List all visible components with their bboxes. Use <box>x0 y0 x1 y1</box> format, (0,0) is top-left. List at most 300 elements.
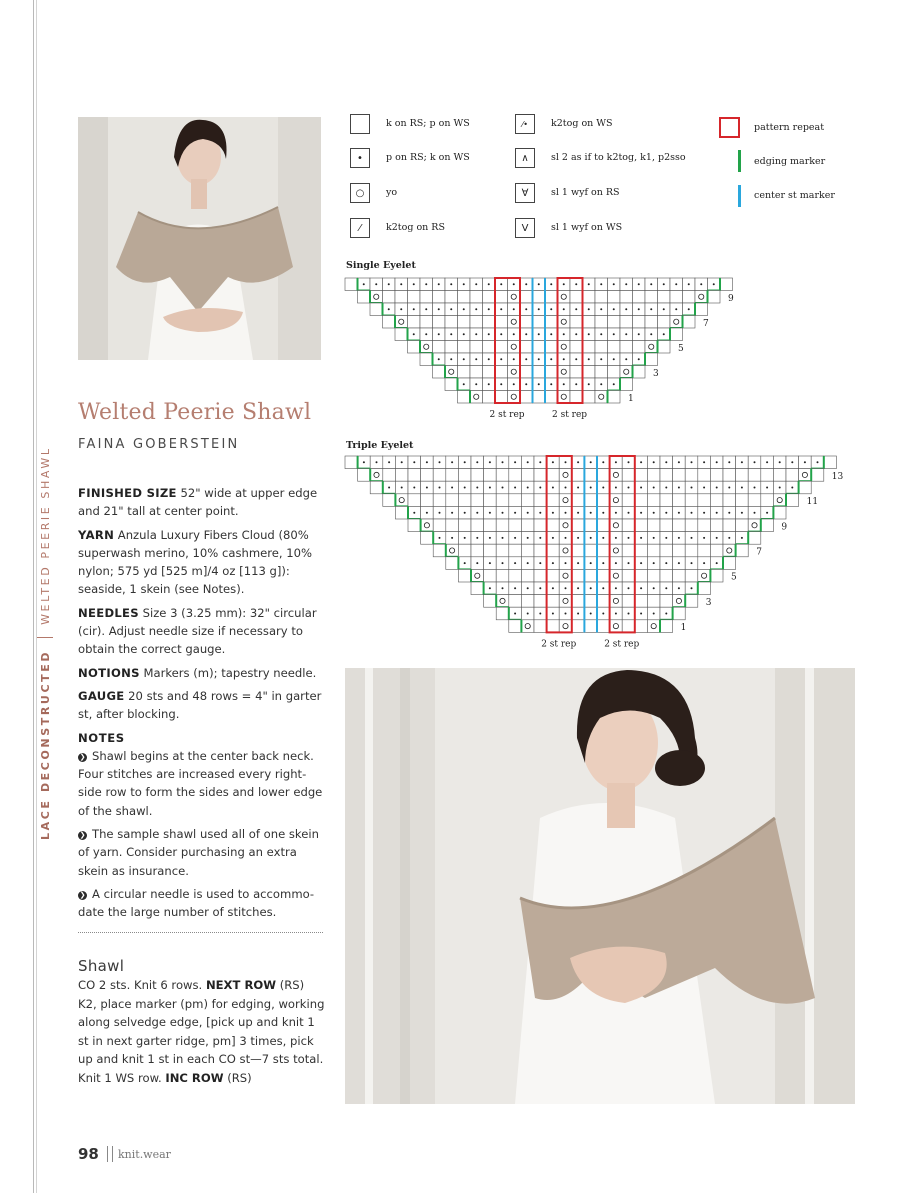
purl-dot <box>640 587 642 589</box>
purl-dot <box>613 383 615 385</box>
purl-dot <box>625 333 627 335</box>
purl-dot <box>502 562 504 564</box>
chart-cell <box>408 469 421 482</box>
purl-dot <box>388 283 390 285</box>
chart-cell <box>635 544 648 557</box>
legend-label: sl 2 as if to k2tog, k1, p2sso <box>551 152 686 163</box>
purl-dot <box>552 537 554 539</box>
purl-dot <box>438 358 440 360</box>
page-number: 98 <box>78 1145 99 1163</box>
purl-dot <box>716 562 718 564</box>
purl-dot <box>539 487 541 489</box>
purl-dot <box>500 358 502 360</box>
chart-cell <box>559 544 572 557</box>
purl-dot <box>575 358 577 360</box>
purl-dot <box>766 461 768 463</box>
chart-cell <box>723 469 736 482</box>
purl-dot <box>575 383 577 385</box>
chart-cell <box>420 341 433 354</box>
chart-cell <box>572 519 585 532</box>
purl-dot <box>613 358 615 360</box>
chart-cell <box>572 544 585 557</box>
chart-cell <box>608 366 621 379</box>
chart-cell <box>572 469 585 482</box>
chart-cell <box>761 494 774 507</box>
chart-cell <box>533 291 546 304</box>
knit-symbol-icon <box>350 114 370 134</box>
purl-dot <box>426 487 428 489</box>
purl-dot <box>464 537 466 539</box>
chart-cell <box>470 341 483 354</box>
chart-cell <box>584 544 597 557</box>
purl-dot <box>615 487 617 489</box>
chart-cell <box>786 469 799 482</box>
chart-cell <box>547 595 560 608</box>
purl-dot <box>513 333 515 335</box>
slip-ws-symbol-icon: V <box>515 218 535 238</box>
purl-dot <box>691 587 693 589</box>
magazine-name: knit.wear <box>118 1148 171 1161</box>
chart-cell <box>433 291 446 304</box>
chart-cell <box>408 519 421 532</box>
chart-cell <box>520 316 533 329</box>
purl-dot <box>525 358 527 360</box>
purl-dot <box>363 461 365 463</box>
purl-dot <box>538 308 540 310</box>
chart-cell <box>383 291 396 304</box>
chart-cell <box>610 595 623 608</box>
pattern-specs <box>78 484 323 927</box>
chart-cell <box>547 469 560 482</box>
chart-cell <box>584 620 597 633</box>
chart-cell <box>597 595 610 608</box>
purl-dot <box>741 487 743 489</box>
chart-cell <box>572 569 585 582</box>
purl-dot <box>563 308 565 310</box>
purl-dot <box>653 613 655 615</box>
folio-divider <box>107 1146 113 1162</box>
purl-dot <box>565 461 567 463</box>
chart-cell <box>521 519 534 532</box>
purl-dot <box>451 461 453 463</box>
purl-dot <box>675 308 677 310</box>
purl-dot <box>451 512 453 514</box>
purl-dot <box>565 587 567 589</box>
chart-cell <box>534 595 547 608</box>
purl-dot <box>625 358 627 360</box>
purl-dot <box>363 283 365 285</box>
purl-dot <box>602 613 604 615</box>
purl-dot <box>463 283 465 285</box>
legend-label: yo <box>386 187 398 198</box>
purl-dot <box>588 333 590 335</box>
edging-marker-swatch-icon <box>738 150 741 172</box>
chart-cell <box>358 469 371 482</box>
purl-dot <box>804 461 806 463</box>
chart-cell <box>383 316 396 329</box>
purl-dot <box>703 487 705 489</box>
purl-dot <box>527 587 529 589</box>
chart-cell <box>408 494 421 507</box>
chart-cell <box>520 291 533 304</box>
purl-dot <box>638 333 640 335</box>
chart-cell <box>673 595 686 608</box>
chart-cell <box>520 391 533 404</box>
purl-dot <box>628 461 630 463</box>
purl-dot <box>438 283 440 285</box>
chart-cell <box>495 316 508 329</box>
purl-dot <box>653 587 655 589</box>
chart-cell <box>545 291 558 304</box>
chart-cell <box>358 291 371 304</box>
chart-cell <box>597 494 610 507</box>
row-number-label: 3 <box>705 597 712 608</box>
purl-dot <box>413 308 415 310</box>
purl-dot <box>525 333 527 335</box>
purl-dot <box>475 283 477 285</box>
chart-cell <box>445 291 458 304</box>
chart-cell <box>633 291 646 304</box>
purl-dot <box>691 562 693 564</box>
purl-dot <box>675 283 677 285</box>
chart-cell <box>533 316 546 329</box>
purl-dot <box>463 333 465 335</box>
purl-dot <box>602 461 604 463</box>
chart-cell <box>508 341 521 354</box>
purl-dot <box>688 283 690 285</box>
chart-cell <box>521 569 534 582</box>
chart-cell <box>635 595 648 608</box>
purl-dot <box>500 308 502 310</box>
chart-cell <box>685 544 698 557</box>
purl-dot <box>615 613 617 615</box>
chart-cell <box>433 316 446 329</box>
purl-dot <box>716 487 718 489</box>
purl-dot <box>539 512 541 514</box>
chart-cell <box>433 341 446 354</box>
purl-dot <box>663 308 665 310</box>
vertical-section-label <box>10 400 80 840</box>
purl-dot <box>577 461 579 463</box>
chart-cell <box>509 569 522 582</box>
chart-cell <box>610 569 623 582</box>
purl-dot <box>766 512 768 514</box>
purl-dot <box>464 562 466 564</box>
purl-dot <box>550 283 552 285</box>
chart-cell <box>635 620 648 633</box>
purl-dot <box>375 283 377 285</box>
chart-cell <box>484 569 497 582</box>
purl-dot <box>502 537 504 539</box>
single-eyelet-chart <box>340 274 760 424</box>
purl-dot <box>588 383 590 385</box>
purl-dot <box>475 383 477 385</box>
purl-dot <box>779 461 781 463</box>
chart-cell <box>545 366 558 379</box>
purl-dot <box>514 487 516 489</box>
shawl-instructions: CO 2 sts. Knit 6 rows. NEXT ROW (RS) K2, place marker (pm) for edging, working along selvedge edge, [pick up and knit 1 st in next garter ridge, pm] 3 times, pick up and knit 1 st in each CO st—7 sts total. Knit 1 WS row. INC ROW (RS) <box>78 978 325 1085</box>
purl-dot <box>638 358 640 360</box>
chart-cell <box>635 519 648 532</box>
purl-dot <box>678 487 680 489</box>
chart-cell <box>345 278 358 291</box>
purl-dot <box>588 308 590 310</box>
purl-dot <box>502 512 504 514</box>
purl-dot <box>527 613 529 615</box>
purl-dot <box>650 283 652 285</box>
purl-dot <box>425 283 427 285</box>
chart-cell <box>584 469 597 482</box>
chart-cell <box>534 544 547 557</box>
chart-cell <box>583 316 596 329</box>
chart-cell <box>647 519 660 532</box>
purl-dot <box>577 512 579 514</box>
purl-dot <box>791 461 793 463</box>
purl-dot <box>588 283 590 285</box>
chart-cell <box>570 341 583 354</box>
purl-dot <box>425 333 427 335</box>
chart-cell <box>345 456 358 469</box>
chart-cell <box>633 366 646 379</box>
chart-cell <box>445 341 458 354</box>
legend-label: k on RS; p on WS <box>386 118 470 129</box>
chart-cell <box>433 469 446 482</box>
chart-cell <box>509 494 522 507</box>
purl-dot <box>513 383 515 385</box>
chart-cell <box>534 469 547 482</box>
chart-cell <box>496 595 509 608</box>
purl-dot <box>514 512 516 514</box>
chart-cell <box>495 366 508 379</box>
chart-cell <box>622 595 635 608</box>
chart-cell <box>445 316 458 329</box>
purl-dot <box>615 587 617 589</box>
chart-cell <box>496 494 509 507</box>
repeat-label: 2 st rep <box>552 410 588 420</box>
chart-cell <box>620 291 633 304</box>
chart-cell <box>748 532 761 545</box>
slip-rs-symbol-icon: ∀ <box>515 183 535 203</box>
purl-dot <box>539 587 541 589</box>
purl-dot <box>476 461 478 463</box>
row-number-label: 11 <box>806 497 819 508</box>
purl-dot <box>500 333 502 335</box>
purl-dot <box>388 487 390 489</box>
purl-dot <box>450 308 452 310</box>
purl-dot <box>426 461 428 463</box>
chart-cell <box>658 341 671 354</box>
chart-cell <box>773 506 786 519</box>
purl-dot <box>678 512 680 514</box>
chart-cell <box>446 519 459 532</box>
chart-cell <box>496 469 509 482</box>
purl-dot <box>600 358 602 360</box>
chart-cell <box>471 582 484 595</box>
purl-dot <box>663 333 665 335</box>
purl-dot <box>575 333 577 335</box>
purl-dot <box>741 461 743 463</box>
purl-dot <box>741 537 743 539</box>
purl-dot <box>476 537 478 539</box>
purl-dot <box>565 512 567 514</box>
purl-dot <box>628 613 630 615</box>
note-item: ❯ Shawl begins at the center back neck. Four stitches are increased every right-side row to form the sides and lower edge of the shawl. <box>78 748 323 818</box>
chart-cell <box>533 366 546 379</box>
purl-dot <box>489 537 491 539</box>
chart-cell <box>583 341 596 354</box>
purl-dot <box>590 562 592 564</box>
chart-cell <box>445 366 458 379</box>
purl-dot <box>575 283 577 285</box>
purl-dot <box>565 537 567 539</box>
chart-cell <box>620 378 633 391</box>
chart-cell <box>521 620 534 633</box>
purl-dot <box>475 333 477 335</box>
purl-dot <box>665 537 667 539</box>
purl-dot <box>640 487 642 489</box>
purl-dot <box>628 562 630 564</box>
chart-cell <box>620 366 633 379</box>
purl-dot <box>791 487 793 489</box>
chart-cell <box>496 519 509 532</box>
purl-dot <box>525 283 527 285</box>
chart-cell <box>673 494 686 507</box>
purl-dot <box>450 358 452 360</box>
chart-cell <box>370 291 383 304</box>
chart-cell <box>622 569 635 582</box>
purl-dot <box>438 308 440 310</box>
chart-cell <box>645 341 658 354</box>
notes-heading: NOTES <box>78 730 125 745</box>
chart-cell <box>773 469 786 482</box>
purl-dot <box>488 333 490 335</box>
chart-cell <box>483 291 496 304</box>
purl-dot <box>691 512 693 514</box>
purl-dot <box>565 613 567 615</box>
chart-cell <box>584 494 597 507</box>
chart-cell <box>521 494 534 507</box>
chart-cell <box>420 291 433 304</box>
chart-cell <box>471 519 484 532</box>
chart-cell <box>471 569 484 582</box>
purl-dot <box>678 461 680 463</box>
purl-dot <box>552 487 554 489</box>
chart-cell <box>633 316 646 329</box>
purl-dot <box>563 358 565 360</box>
bullet-icon: ❯ <box>79 890 86 899</box>
chart-cell <box>558 291 571 304</box>
purl-dot <box>600 383 602 385</box>
chart-cell <box>670 328 683 341</box>
chart-cell <box>559 494 572 507</box>
purl-dot <box>502 461 504 463</box>
chart-cell <box>471 494 484 507</box>
chart-cell <box>645 353 658 366</box>
purl-dot <box>450 283 452 285</box>
purl-dot <box>464 487 466 489</box>
purl-dot <box>653 512 655 514</box>
chart-cell <box>710 469 723 482</box>
row-number-label: 1 <box>680 623 687 634</box>
chart-cell <box>559 620 572 633</box>
chart-cell <box>595 366 608 379</box>
chart-cell <box>622 620 635 633</box>
purl-dot <box>539 613 541 615</box>
purl-dot <box>665 461 667 463</box>
purl-dot <box>488 283 490 285</box>
chart-cell <box>673 519 686 532</box>
chart-cell <box>584 569 597 582</box>
purl-dot <box>475 308 477 310</box>
chart-cell <box>395 469 408 482</box>
purl-dot <box>665 562 667 564</box>
purl-dot <box>575 308 577 310</box>
purl-dot <box>413 512 415 514</box>
chart-cell <box>521 595 534 608</box>
purl-dot <box>577 537 579 539</box>
purl-dot <box>716 512 718 514</box>
chart-cell <box>635 469 648 482</box>
chart-cell <box>660 519 673 532</box>
purl-dot <box>600 308 602 310</box>
purl-dot <box>625 283 627 285</box>
chart-cell <box>545 341 558 354</box>
chart-cell <box>470 291 483 304</box>
legend-label: edging marker <box>754 156 826 167</box>
repeat-label: 2 st rep <box>489 410 525 420</box>
purl-dot <box>525 308 527 310</box>
purl-dot <box>388 308 390 310</box>
chart-cell <box>521 544 534 557</box>
purl-dot <box>577 487 579 489</box>
chart-cell <box>496 569 509 582</box>
purl-dot <box>678 562 680 564</box>
purl-dot <box>613 283 615 285</box>
chart-cell <box>736 519 749 532</box>
chart-cell <box>559 595 572 608</box>
chart-cell <box>508 391 521 404</box>
purl-dot <box>716 537 718 539</box>
purl-dot <box>514 562 516 564</box>
chart-cell <box>673 569 686 582</box>
chart-cell <box>395 291 408 304</box>
purl-dot <box>590 487 592 489</box>
purl-symbol-icon: • <box>350 148 370 168</box>
purl-dot <box>400 283 402 285</box>
chart-cell <box>509 595 522 608</box>
chart-cell <box>673 607 686 620</box>
purl-dot <box>638 283 640 285</box>
chart-cell <box>698 569 711 582</box>
chart-cell <box>695 291 708 304</box>
chart-cell <box>446 469 459 482</box>
purl-dot <box>476 487 478 489</box>
chart-cell <box>620 316 633 329</box>
chart-cell <box>647 595 660 608</box>
chart-cell <box>470 391 483 404</box>
chart-cell <box>509 469 522 482</box>
chart-cell <box>533 341 546 354</box>
chart-cell <box>647 620 660 633</box>
chart-cell <box>484 494 497 507</box>
chart-cell <box>670 291 683 304</box>
chart-cell <box>495 341 508 354</box>
chart-cell <box>458 494 471 507</box>
chart-cell <box>685 569 698 582</box>
purl-dot <box>439 512 441 514</box>
chart-cell <box>572 494 585 507</box>
repeat-label: 2 st rep <box>541 639 577 650</box>
